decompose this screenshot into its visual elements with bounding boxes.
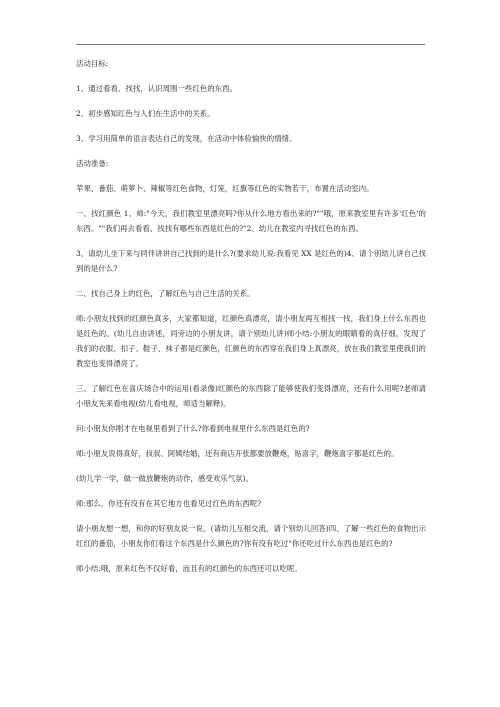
activity-paragraph: 师小结:哦，原来红色不仅好看，而且有的红颜色的东西还可以吃呢。	[76, 564, 302, 573]
activity-paragraph: 师:小朋友说得真好，叔叔、阿姨结婚，还有商店开张都要放鞭炮，贴喜字，鞭炮喜字都是红色的。	[76, 449, 399, 458]
section-heading-goals: 活动目标:	[76, 59, 109, 68]
activity-paragraph: 师:小朋友找到的红颜色真多，大家都知道，红颜色真漂亮，请小朋友再互相找一找，我们身上什么东西也是红色的。(幼儿自由讲述，同旁边的小朋友讲，请个别幼儿讲)师小结:小朋友的眼睛看的真仔细，发现了我们的衣服、扣子、鞋子、袜子都是红颜色，红颜色的东西穿在我们身上真漂亮，放在我们教室里使我们的教室也变得漂亮了。	[76, 314, 426, 368]
goal-item: 2、初步感知红色与人们在生活中的关系。	[76, 109, 215, 118]
activity-paragraph: 师:那么，你还有没有在其它地方也看见过红色的东西呢?	[76, 499, 262, 508]
activity-paragraph: 3、请幼儿坐下来与同伴讲讲自己找到的是什么?(要求幼儿说:我看见 XX 是红色的)4、请个别幼儿讲自己找到的是什么?	[76, 249, 426, 273]
section-heading-preparation: 活动准备:	[76, 159, 109, 168]
activity-paragraph: (幼儿学一学，做一做放鞭炮的动作，感受欢乐气氛)。	[76, 474, 254, 483]
activity-paragraph: 请小朋友想一想，和你的好朋友说一说。(请幼儿互相交流，请个别幼儿回答)四、了解一些红色的食物出示红红的番茄，小朋友你们看这个东西是什么颜色的?你有没有吃过"你还吃过什么东西也是红色的?	[76, 524, 426, 548]
activity-paragraph: 问:小朋友你刚才在电视里看到了什么?你看到电视里什么东西是红色的?	[76, 424, 310, 433]
activity-paragraph: 三、了解红色在喜庆场合中的运用(看录像)红颜色的东西除了能够使我们变得漂亮，还有什么用呢?老师请小朋友先来看电视(幼儿看电视，师适当解释)。	[76, 384, 426, 408]
goal-item: 3、学习用简单的语言表达自己的发现，在活动中体验愉快的情绪。	[76, 134, 297, 143]
activity-paragraph: 二、找自己身上的红色，了解红色与自己生活的关系。	[76, 289, 255, 298]
preparation-text: 苹果、番茄、萌萝卜、辣椒等红色食物，灯笼，红旗等红色的实物若干，布置在活动室内。	[76, 184, 374, 193]
activity-paragraph: 一、找红颜色 1、师:"今天，我们教室里漂亮吗?你从什么地方看出来的?""哦，原来教室里有许多'红色'的东西。""我们再去看看、找找有哪些东西是红色的?"2、幼儿在教室内寻找红色的东西。	[76, 209, 426, 233]
document-body	[76, 56, 426, 586]
goal-item: 1、通过看看、找找，认识周围一些红色的东西。	[76, 84, 238, 93]
header-rule	[76, 44, 425, 45]
